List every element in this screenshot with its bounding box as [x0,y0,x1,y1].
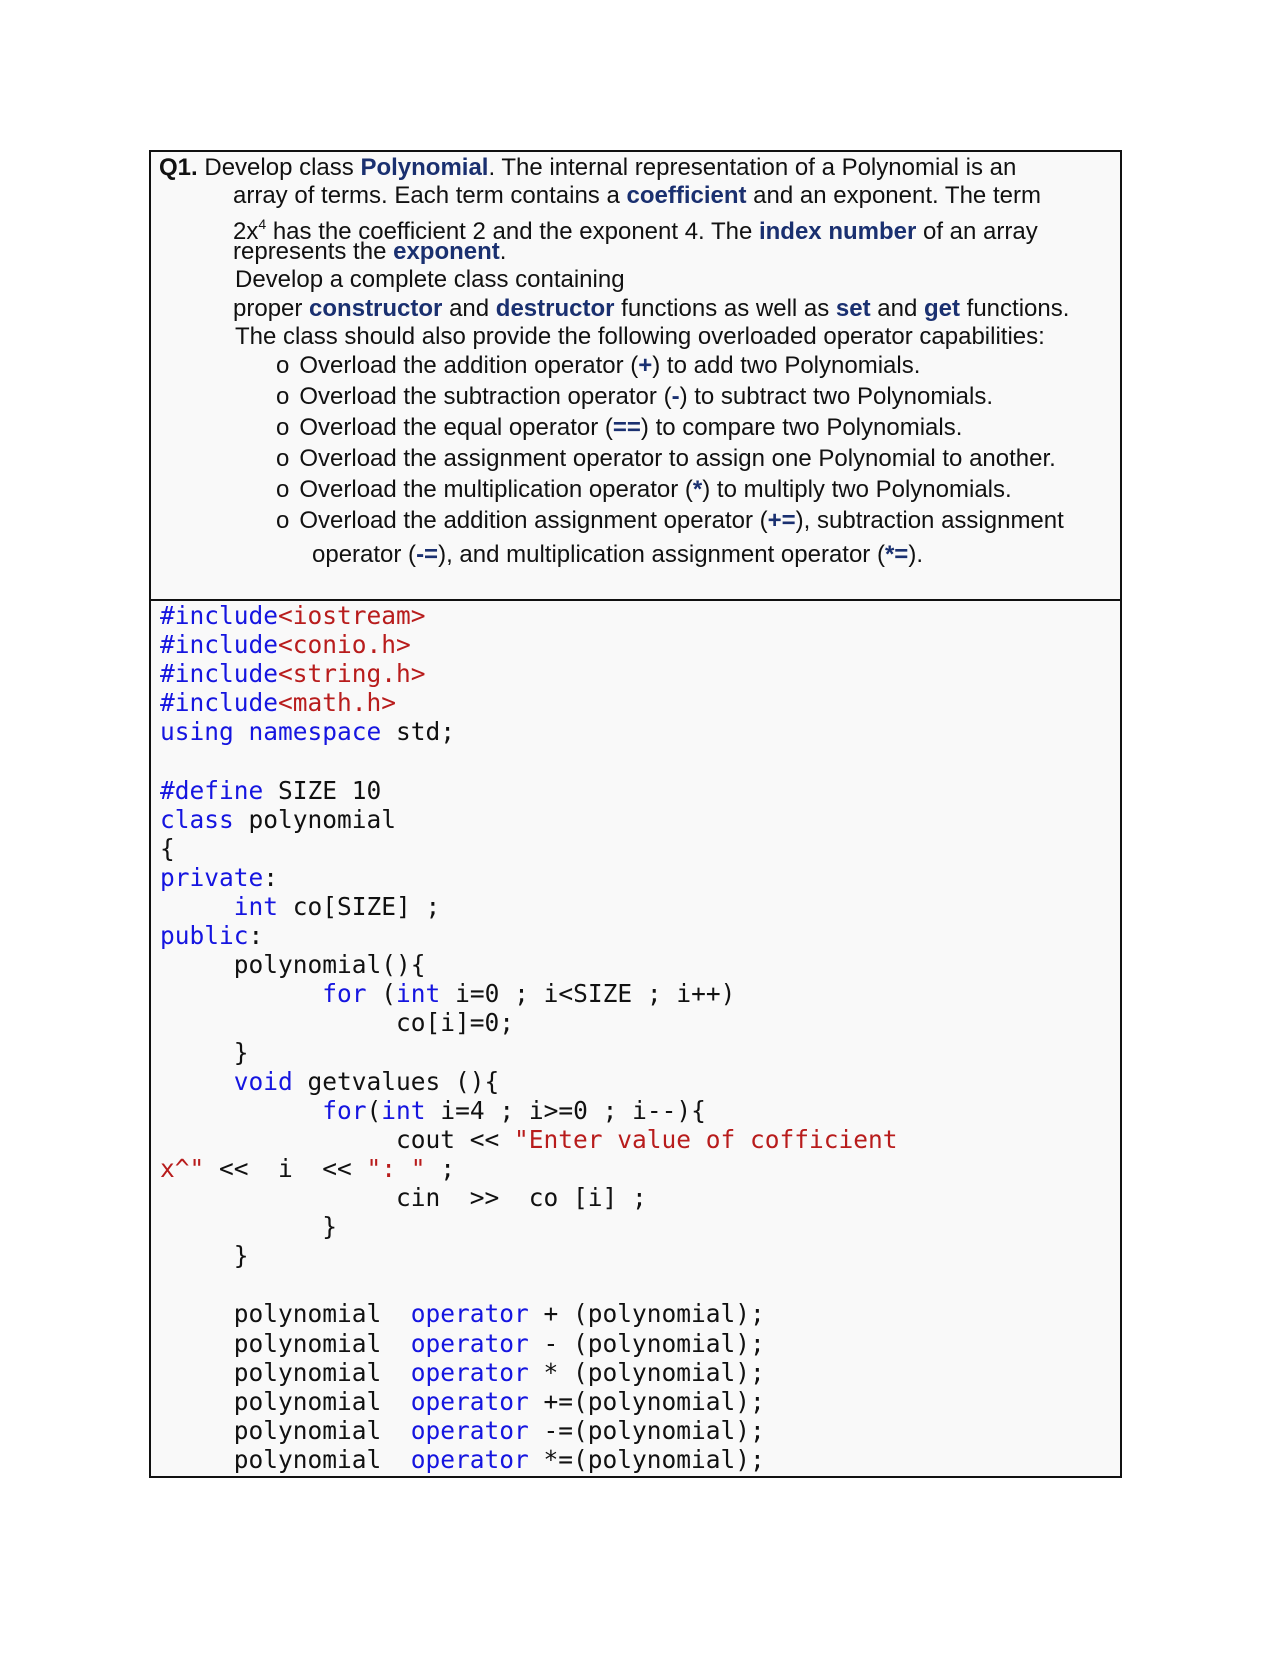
code-line: using namespace std; [160,717,456,746]
code-line: } [160,1212,338,1241]
question-line-2: array of terms. Each term contains a coefficient and an exponent. The term [233,182,1041,209]
question-line-1: Q1. Develop class Polynomial. The internal representation of a Polynomial is an [159,154,1017,181]
code-line: { [160,834,175,863]
code-line: polynomial operator - (polynomial); [160,1329,765,1358]
operator-bullet: o Overload the addition operator (+) to add two Polynomials. [276,352,921,379]
code-line: polynomial operator *=(polynomial); [160,1445,765,1474]
code-line: #include<iostream> [160,601,426,630]
operator-bullet: o Overload the assignment operator to assign one Polynomial to another. [276,445,1056,472]
bullet-mark: o [276,383,290,410]
question-line-5: Develop a complete class containing [235,266,625,293]
bullet-mark: o [276,352,290,379]
operator-bullet: o Overload the addition assignment operator (+=), subtraction assignment [276,507,1064,534]
code-line: cout << "Enter value of cofficient [160,1125,898,1154]
bullet-mark: o [276,414,290,441]
code-line: for (int i=0 ; i<SIZE ; i++) [322,979,736,1008]
code-line: polynomial operator -=(polynomial); [160,1416,765,1445]
bullet-mark: o [276,445,290,472]
code-line: polynomial(){ [160,950,426,979]
code-line: class polynomial [160,805,397,834]
question-line-6: proper constructor and destructor functions as well as set and get functions. [233,295,1070,322]
code-line: cin >> co [i] ; [160,1183,647,1212]
question-cell [151,152,1120,601]
code-line: void getvalues (){ [233,1067,500,1096]
code-line: #include<string.h> [160,659,426,688]
operator-bullet: o Overload the equal operator (==) to compare two Polynomials. [276,414,963,441]
code-line: #define SIZE 10 [160,776,382,805]
code-line: public: [160,921,264,950]
question-line-7: The class should also provide the following overloaded operator capabilities: [235,323,1045,350]
code-line: polynomial operator * (polynomial); [160,1358,765,1387]
operator-bullet: o Overload the multiplication operator (*) to multiply two Polynomials. [276,476,1012,503]
code-line: polynomial operator +=(polynomial); [160,1387,765,1416]
bullet-mark: o [276,476,290,503]
code-line: x^" << i << ": " ; [160,1154,456,1183]
code-line: co[i]=0; [160,1008,515,1037]
bullet-continuation: operator (-=), and multiplication assignment operator (*=). [312,541,923,568]
code-line: int co[SIZE] ; [233,892,441,921]
question-table [149,150,1122,1478]
question-number: Q1. [159,154,198,181]
code-line: } [160,1241,249,1270]
code-line: polynomial operator + (polynomial); [160,1299,765,1328]
code-line: for(int i=4 ; i>=0 ; i--){ [322,1096,706,1125]
code-line: #include<conio.h> [160,630,411,659]
bullet-mark: o [276,507,290,534]
code-line: private: [160,863,279,892]
question-line-3: $2x^4$ has the coefficient 2 and the exponent 4. The index number of an array [233,216,1038,245]
operator-bullet: o Overload the subtraction operator (-) to subtract two Polynomials. [276,383,994,410]
question-line-4: represents the exponent. [233,238,507,265]
code-cell [151,601,1120,1476]
code-line: #include<math.h> [160,688,397,717]
code-line: } [160,1038,249,1067]
